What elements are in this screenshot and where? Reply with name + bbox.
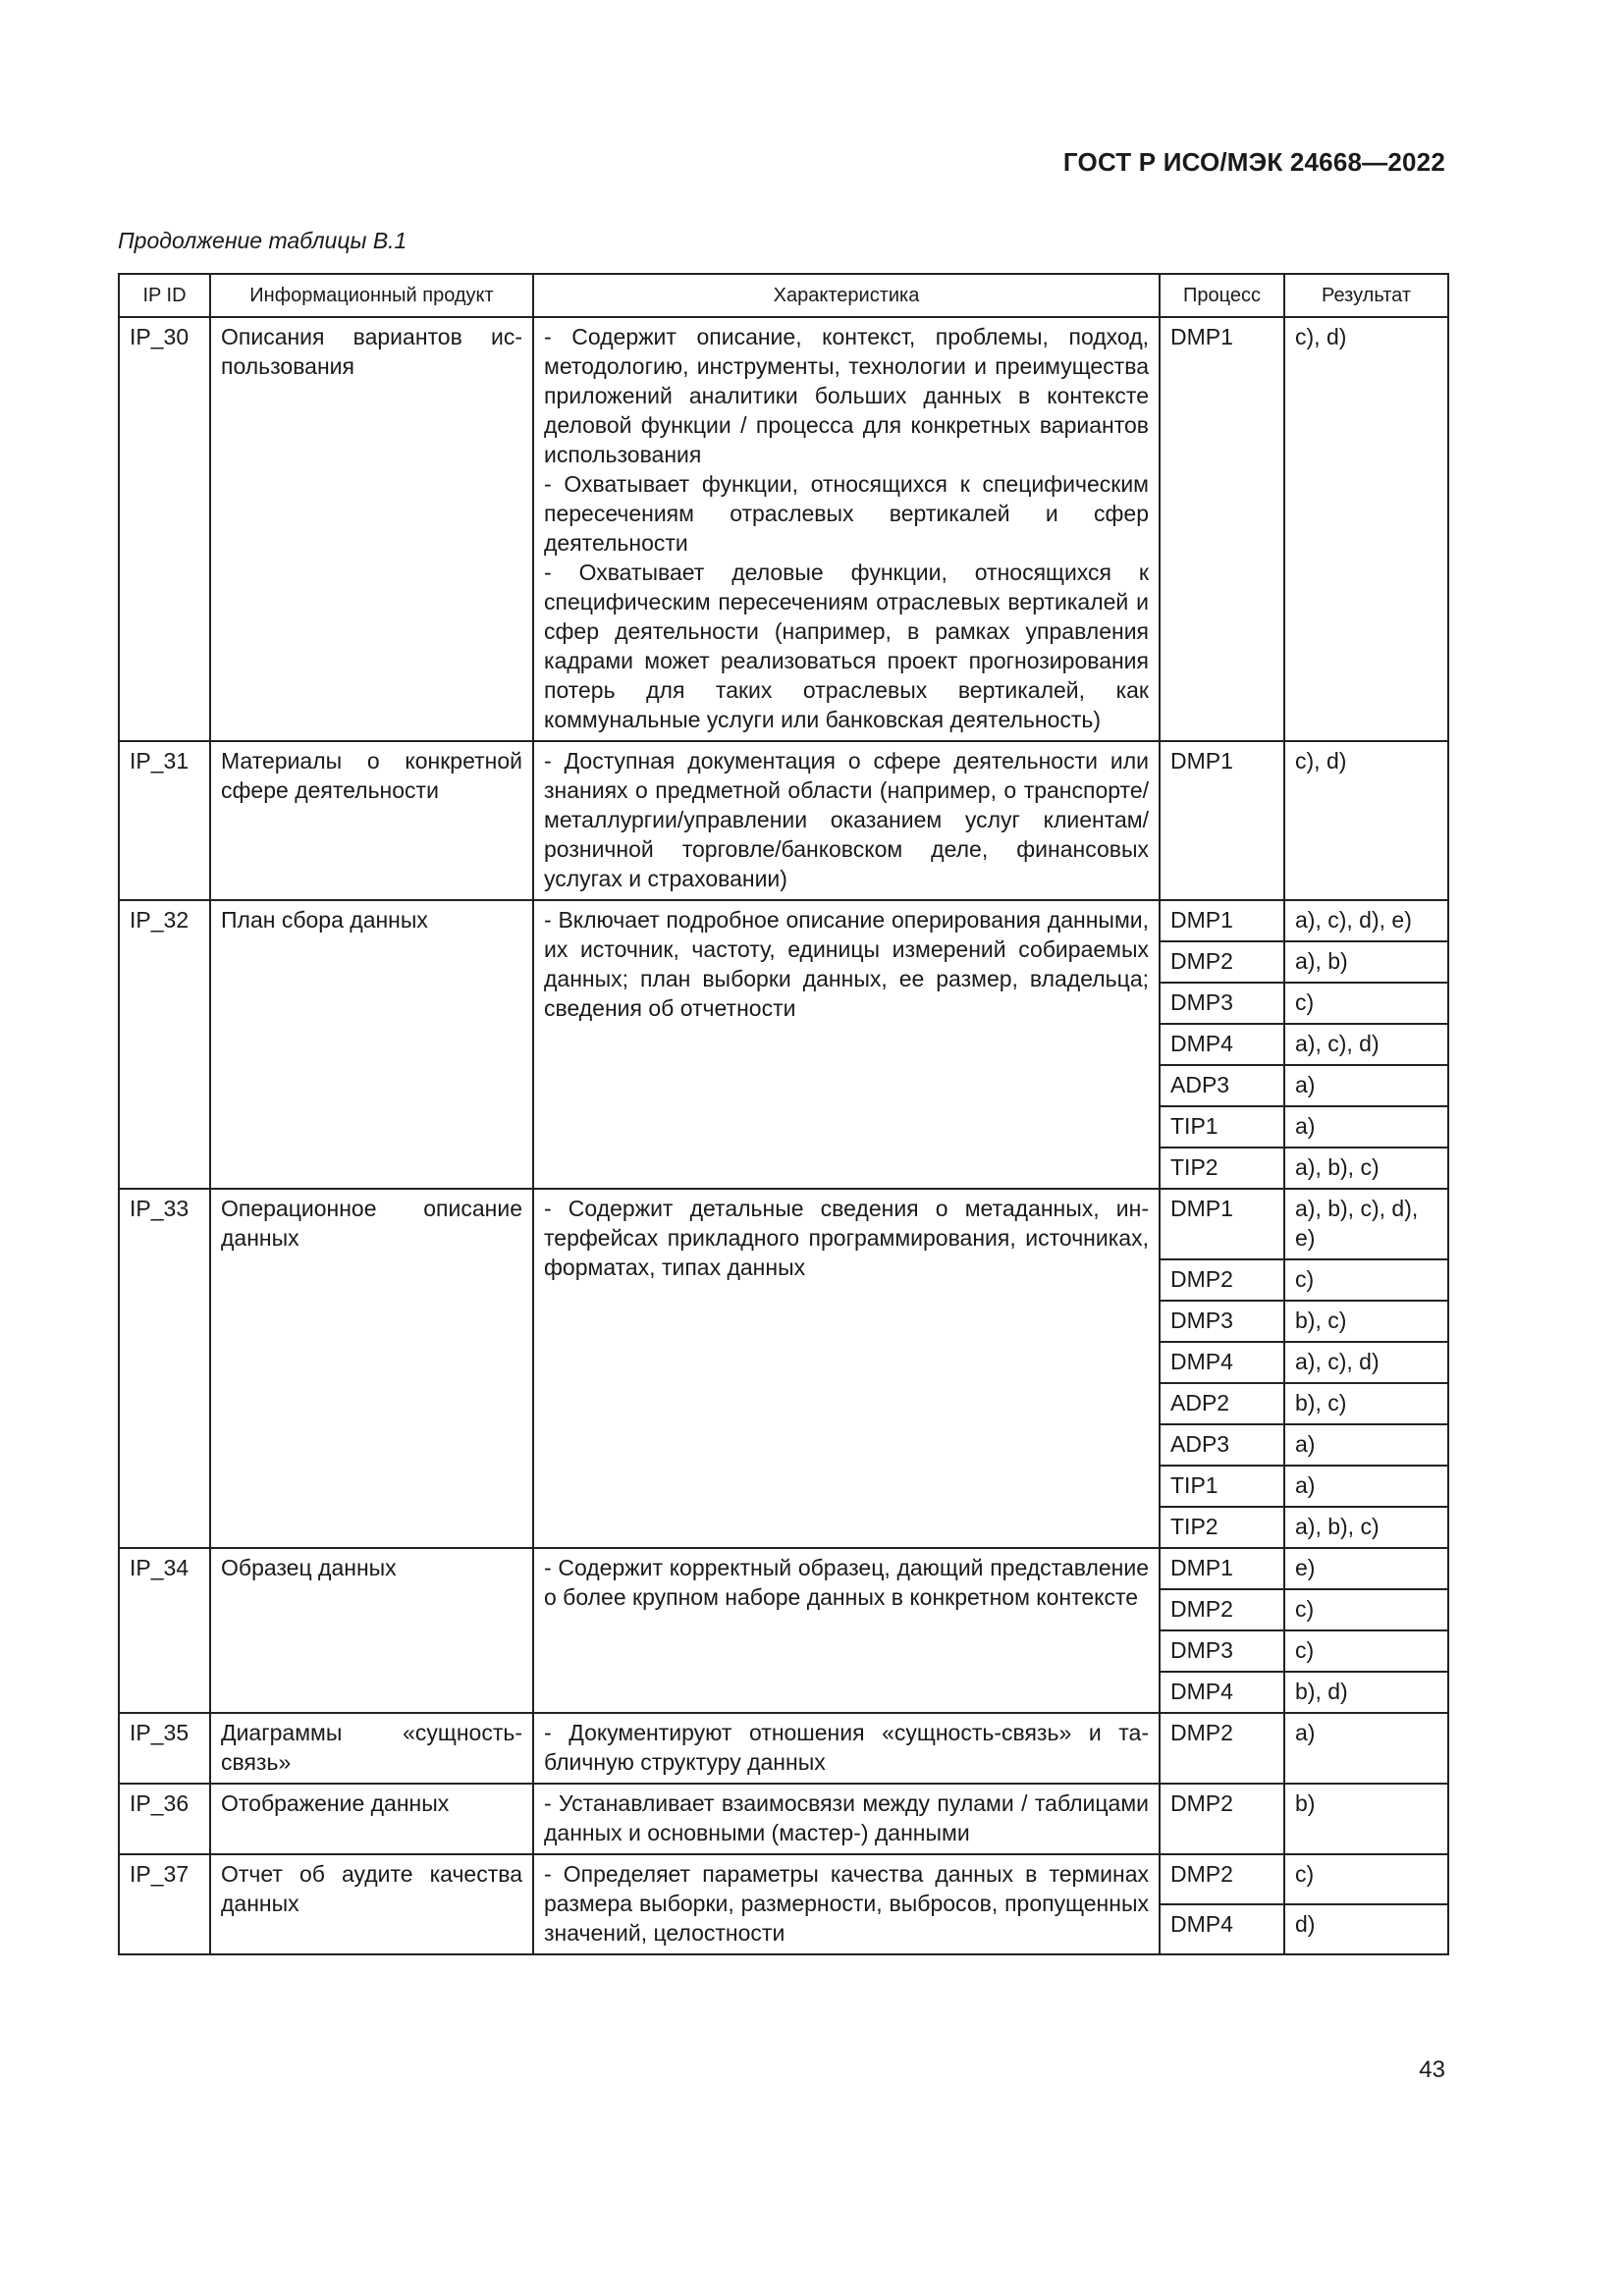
result-cell: a), b), c) bbox=[1284, 1507, 1448, 1548]
result-cell: c) bbox=[1284, 1630, 1448, 1672]
process-cell: DMP3 bbox=[1160, 1301, 1284, 1342]
information-product-cell: Материалы о конкретной сфере деятельности bbox=[210, 741, 533, 900]
information-product-cell: Диаграммы «сущность-связь» bbox=[210, 1713, 533, 1784]
information-product-cell: Образец данных bbox=[210, 1548, 533, 1713]
process-cell: ADP2 bbox=[1160, 1383, 1284, 1424]
table-row bbox=[119, 1854, 1448, 1904]
process-cell: TIP2 bbox=[1160, 1507, 1284, 1548]
result-cell: b), d) bbox=[1284, 1672, 1448, 1713]
result-cell: c), d) bbox=[1284, 317, 1448, 741]
result-cell: a) bbox=[1284, 1713, 1448, 1784]
column-header-process: Процесс bbox=[1160, 274, 1284, 317]
result-cell: c) bbox=[1284, 1589, 1448, 1630]
result-cell: e) bbox=[1284, 1548, 1448, 1589]
result-cell: a), c), d) bbox=[1284, 1342, 1448, 1383]
process-cell: DMP1 bbox=[1160, 1189, 1284, 1259]
ip-id-cell: IP_34 bbox=[119, 1548, 210, 1713]
characteristic-paragraph: - Охватывает деловые функции, относящихся к специфическим пересечениям отраслевых вертикалей и сфер деятельности (например, в рамках управления кадрами может реализоваться проект прогнозирования потерь для таких отраслевых вертикалей, как коммунальные услуги или банковская деятельность) bbox=[544, 560, 1149, 732]
page-number: 43 bbox=[1419, 2056, 1445, 2083]
result-cell: b), c) bbox=[1284, 1301, 1448, 1342]
characteristic-cell bbox=[533, 317, 1160, 741]
characteristic-paragraph: - Содержит корректный образец, дающий представление о более крупном наборе данных в конкретном контексте bbox=[544, 1555, 1149, 1610]
process-cell: DMP1 bbox=[1160, 741, 1284, 900]
process-cell: DMP3 bbox=[1160, 1630, 1284, 1672]
process-cell: TIP1 bbox=[1160, 1106, 1284, 1148]
process-cell: DMP2 bbox=[1160, 941, 1284, 983]
process-cell: DMP1 bbox=[1160, 1548, 1284, 1589]
column-header-characteristic: Характеристика bbox=[533, 274, 1160, 317]
result-cell: a), b), c) bbox=[1284, 1148, 1448, 1189]
process-cell: DMP2 bbox=[1160, 1713, 1284, 1784]
characteristic-cell bbox=[533, 900, 1160, 1189]
process-cell: DMP4 bbox=[1160, 1672, 1284, 1713]
characteristic-paragraph: - Содержит описание, контекст, проблемы, подход, методологию, инструменты, технологии и преимущества приложений аналитики больших данных в контексте деловой функции / процесса для конкретных вариантов использования bbox=[544, 324, 1149, 467]
process-cell: DMP2 bbox=[1160, 1259, 1284, 1301]
process-cell: DMP3 bbox=[1160, 983, 1284, 1024]
result-cell: a), b), c), d), e) bbox=[1284, 1189, 1448, 1259]
result-cell: a) bbox=[1284, 1466, 1448, 1507]
characteristic-paragraph: - Определяет параметры качества данных в терминах размера выборки, размерности, выбросов, пропущенных значений, целостности bbox=[544, 1861, 1149, 1946]
ip-id-cell: IP_31 bbox=[119, 741, 210, 900]
ip-id-cell: IP_33 bbox=[119, 1189, 210, 1548]
result-cell: a), c), d), e) bbox=[1284, 900, 1448, 941]
characteristic-paragraph: - Содержит детальные сведения о метаданных, интерфейсах прикладного программирования, источниках, форматах, типах данных bbox=[544, 1196, 1149, 1280]
information-product-cell: План сбора данных bbox=[210, 900, 533, 1189]
characteristic-paragraph: - Охватывает функции, относящихся к специфическим пересечениям отраслевых вертикалей и сфер деятельности bbox=[544, 471, 1149, 556]
process-cell: DMP4 bbox=[1160, 1342, 1284, 1383]
table-row bbox=[119, 1548, 1448, 1589]
table-row bbox=[119, 741, 1448, 900]
characteristic-cell bbox=[533, 741, 1160, 900]
process-cell: DMP1 bbox=[1160, 317, 1284, 741]
result-cell: a), c), d) bbox=[1284, 1024, 1448, 1065]
table-row bbox=[119, 1784, 1448, 1854]
process-cell: TIP1 bbox=[1160, 1466, 1284, 1507]
ip-id-cell: IP_36 bbox=[119, 1784, 210, 1854]
table-row bbox=[119, 1713, 1448, 1784]
table-body bbox=[119, 317, 1448, 1954]
information-product-cell: Отображение данных bbox=[210, 1784, 533, 1854]
document-standard-header: ГОСТ Р ИСО/МЭК 24668—2022 bbox=[1062, 147, 1445, 177]
characteristic-paragraph: - Включает подробное описание оперирования данными, их источник, частоту, единицы измерений собираемых данных; план выборки данных, ее размер, владельца; сведения об отчетности bbox=[544, 907, 1149, 1021]
process-cell: DMP4 bbox=[1160, 1904, 1284, 1954]
result-cell: b), c) bbox=[1284, 1383, 1448, 1424]
result-cell: c), d) bbox=[1284, 741, 1448, 900]
column-header-ip-id: IP ID bbox=[119, 274, 210, 317]
characteristic-paragraph: - Доступная документация о сфере деятельности или знаниях о предметной области (например, о транспорте/металлургии/управлении оказанием услуг клиентам/розничной торговле/банковском деле, финансовых услугах и страховании) bbox=[544, 748, 1149, 891]
ip-id-cell: IP_32 bbox=[119, 900, 210, 1189]
table-row bbox=[119, 1189, 1448, 1259]
process-cell: DMP4 bbox=[1160, 1024, 1284, 1065]
result-cell: a) bbox=[1284, 1106, 1448, 1148]
result-cell: a) bbox=[1284, 1424, 1448, 1466]
process-cell: TIP2 bbox=[1160, 1148, 1284, 1189]
result-cell: c) bbox=[1284, 1854, 1448, 1904]
characteristic-cell bbox=[533, 1854, 1160, 1954]
information-product-cell: Операционное описание данных bbox=[210, 1189, 533, 1548]
result-cell: c) bbox=[1284, 983, 1448, 1024]
characteristic-paragraph: - Устанавливает взаимосвязи между пулами / таблицами данных и основными (мастер-) данными bbox=[544, 1790, 1149, 1845]
characteristic-cell bbox=[533, 1784, 1160, 1854]
result-cell: b) bbox=[1284, 1784, 1448, 1854]
process-cell: DMP2 bbox=[1160, 1784, 1284, 1854]
result-cell: c) bbox=[1284, 1259, 1448, 1301]
column-header-product: Информационный продукт bbox=[210, 274, 533, 317]
characteristic-paragraph: - Документируют отношения «сущность-связь» и табличную структуру данных bbox=[544, 1720, 1149, 1775]
process-cell: ADP3 bbox=[1160, 1065, 1284, 1106]
process-cell: DMP2 bbox=[1160, 1854, 1284, 1904]
ip-id-cell: IP_35 bbox=[119, 1713, 210, 1784]
characteristic-cell bbox=[533, 1548, 1160, 1713]
process-cell: DMP2 bbox=[1160, 1589, 1284, 1630]
column-header-result: Результат bbox=[1284, 274, 1448, 317]
table-row bbox=[119, 900, 1448, 941]
table-caption: Продолжение таблицы B.1 bbox=[118, 228, 407, 253]
ip-id-cell: IP_30 bbox=[119, 317, 210, 741]
result-cell: d) bbox=[1284, 1904, 1448, 1954]
table-row bbox=[119, 317, 1448, 741]
information-product-cell: Описания вариантов использования bbox=[210, 317, 533, 741]
process-cell: ADP3 bbox=[1160, 1424, 1284, 1466]
ip-id-cell: IP_37 bbox=[119, 1854, 210, 1954]
process-cell: DMP1 bbox=[1160, 900, 1284, 941]
characteristic-cell bbox=[533, 1189, 1160, 1548]
result-cell: a) bbox=[1284, 1065, 1448, 1106]
requirements-table bbox=[118, 273, 1449, 1955]
information-product-cell: Отчет об аудите качества данных bbox=[210, 1854, 533, 1954]
characteristic-cell bbox=[533, 1713, 1160, 1784]
table-header-row bbox=[119, 274, 1448, 317]
result-cell: a), b) bbox=[1284, 941, 1448, 983]
